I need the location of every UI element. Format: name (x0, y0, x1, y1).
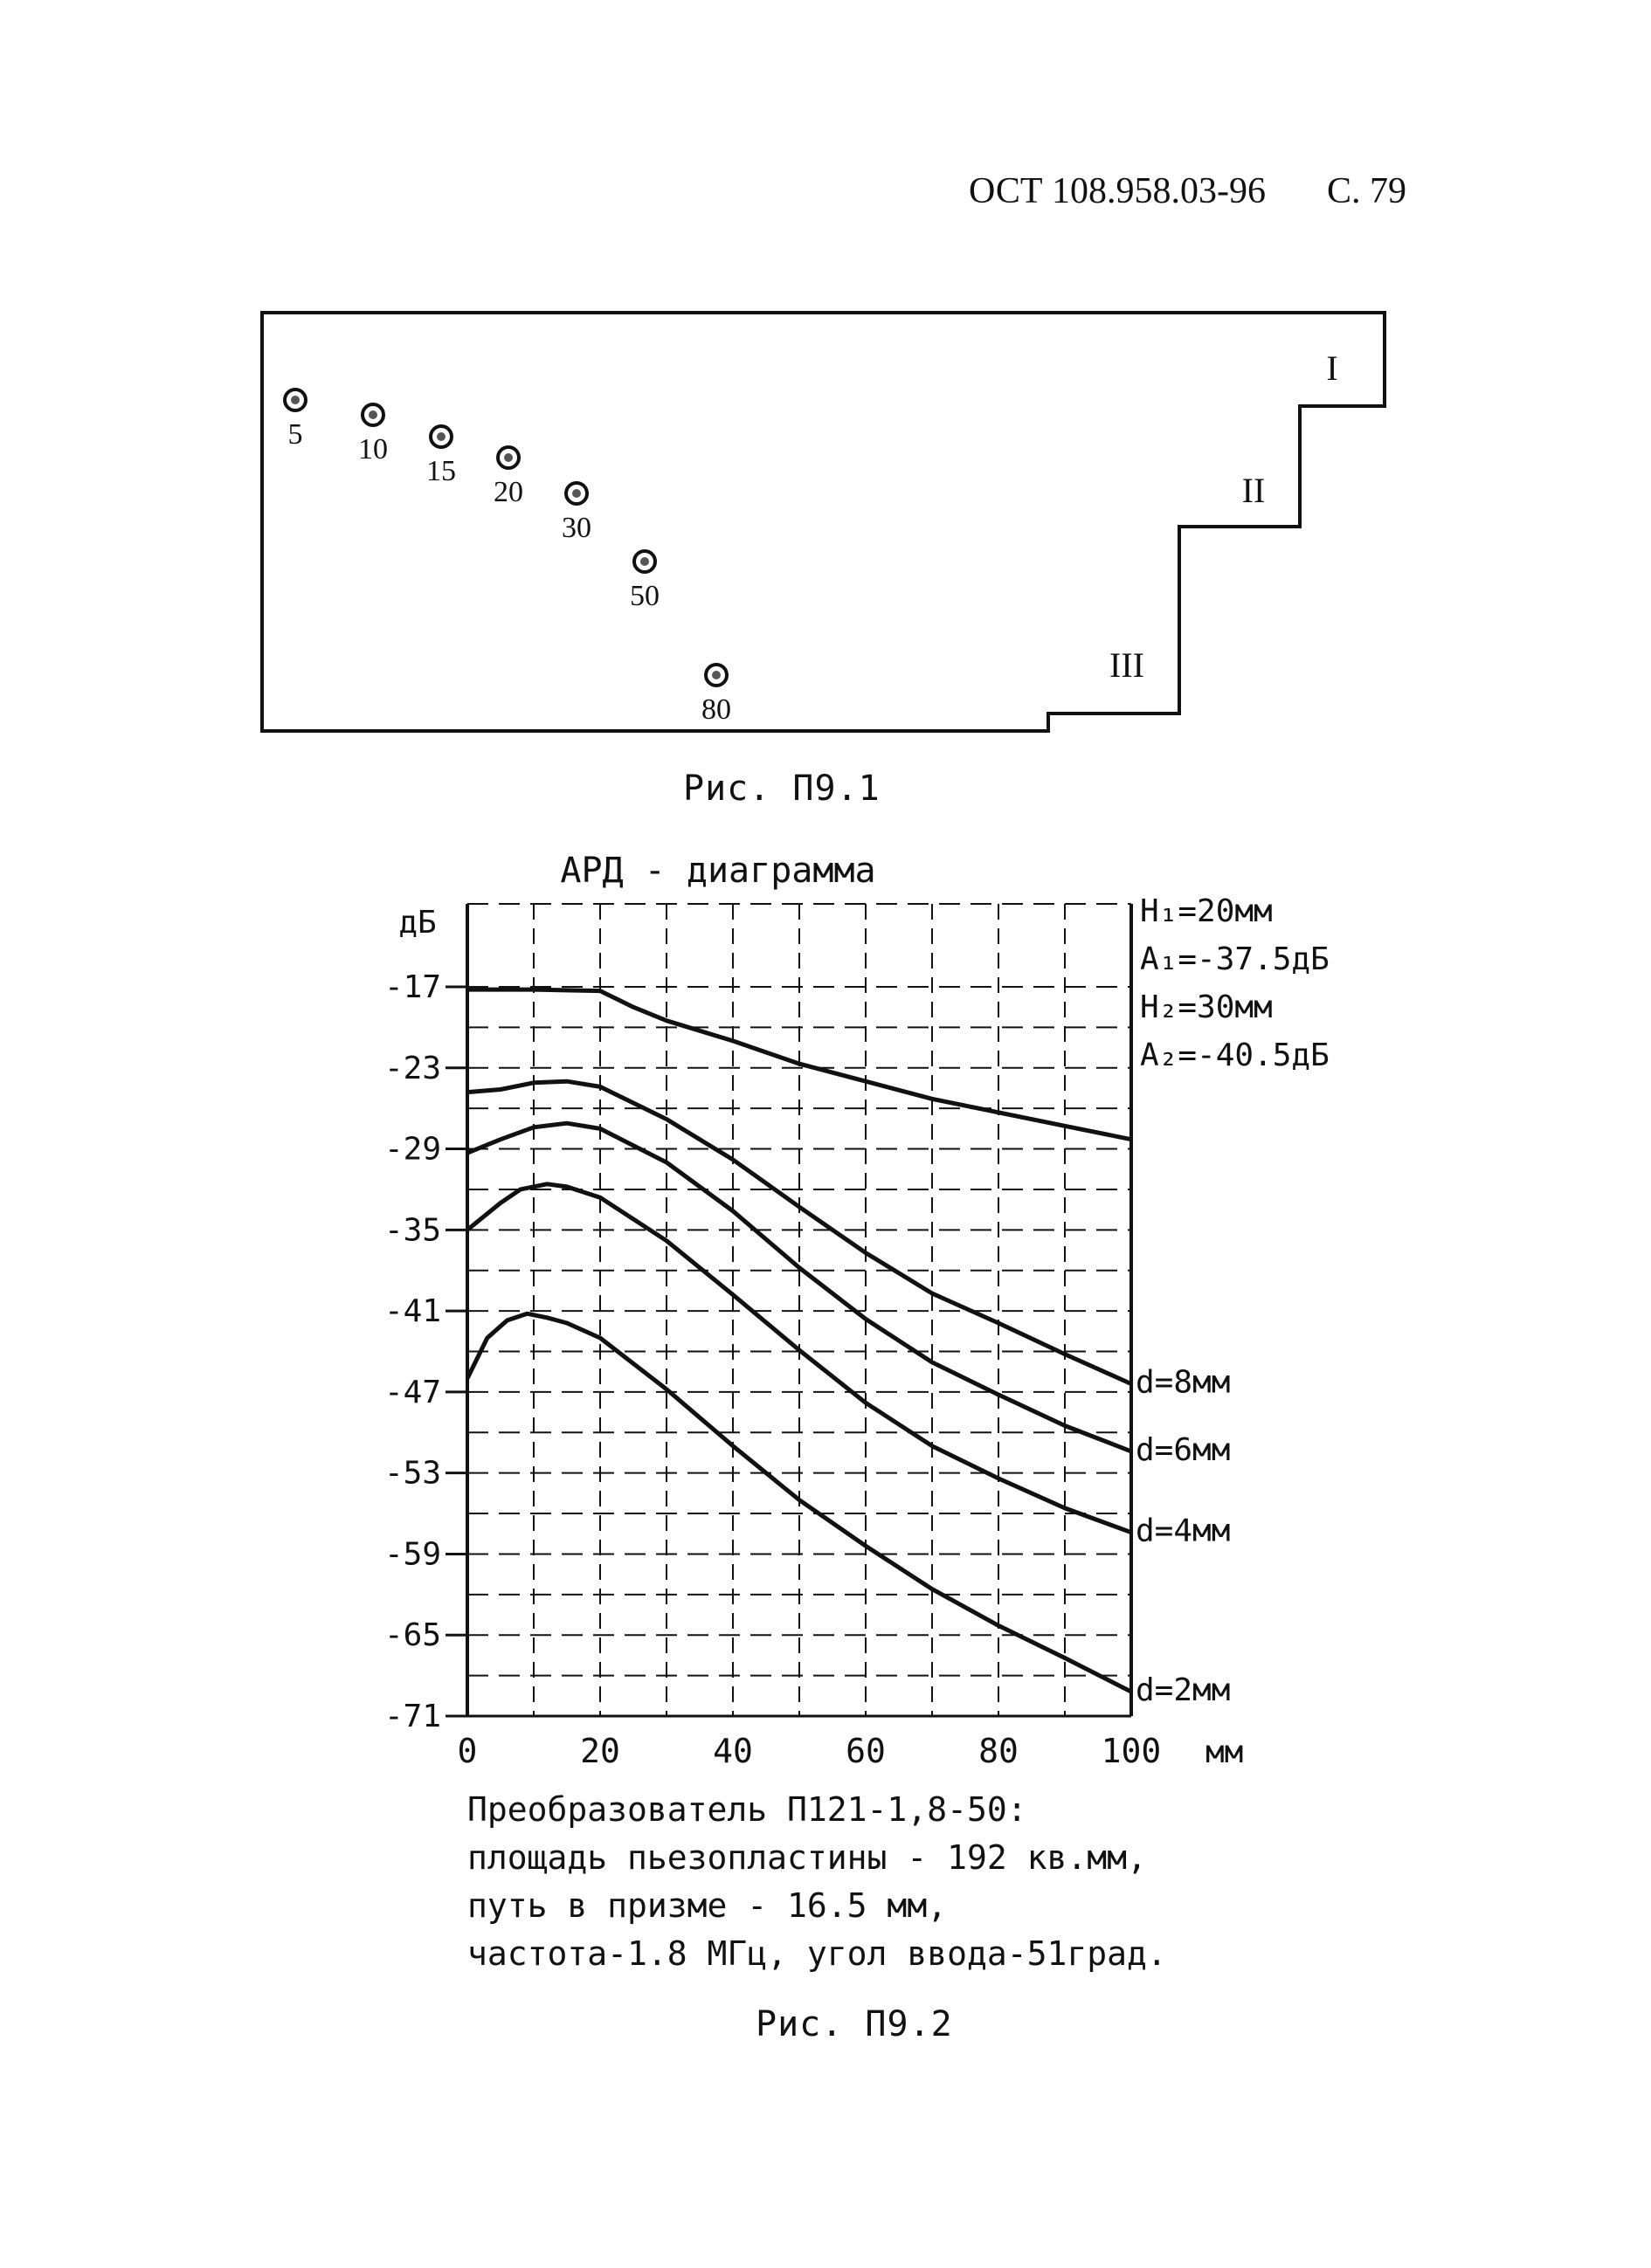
y-tick-label: -65 (383, 1617, 441, 1654)
transducer-line-1: Преобразователь П121-1,8-50: (467, 1790, 1027, 1829)
y-tick-label: -41 (383, 1293, 441, 1330)
series-label: d=6мм (1136, 1431, 1231, 1468)
hole-30 (562, 483, 591, 544)
hole-20 (494, 447, 523, 508)
transducer-line-4: частота-1.8 МГц, угол ввода-51град. (467, 1934, 1167, 1973)
x-tick-label: 40 (713, 1732, 753, 1770)
figure-caption-p9-2: Рис. П9.2 (756, 2004, 953, 2044)
hole-label: 30 (562, 512, 591, 544)
y-tick-label: -23 (383, 1050, 441, 1086)
x-tick-labels (458, 1732, 1162, 1770)
chart-annotation: H₁=20мм (1140, 893, 1273, 929)
hole-50 (630, 551, 660, 612)
hole-label: 5 (287, 418, 303, 451)
chart-grid (467, 904, 1131, 1716)
y-tick-label: -59 (383, 1536, 441, 1573)
series-label: d=8мм (1136, 1364, 1231, 1401)
chart-annotation: A₁=-37.5дБ (1140, 941, 1330, 977)
chart-annotations (1140, 893, 1330, 1073)
hole-15 (426, 426, 456, 487)
y-tick-label: -29 (383, 1131, 441, 1168)
y-tick-label: -47 (383, 1374, 441, 1410)
zone-label-ii: II (1241, 471, 1266, 510)
hole-80 (701, 665, 731, 726)
y-tick-label: -71 (383, 1699, 441, 1734)
hole-marker-center (572, 489, 581, 498)
x-tick-label: 80 (978, 1732, 1019, 1770)
chart-title: АРД - диаграмма (560, 851, 876, 891)
transducer-line-3: путь в призме - 16.5 мм, (467, 1886, 948, 1925)
page-number: С. 79 (1326, 171, 1406, 211)
x-axis-unit-label: мм (1205, 1734, 1244, 1770)
transducer-info (467, 1786, 1167, 1978)
x-tick-label: 0 (457, 1732, 478, 1770)
ard-chart (0, 830, 1651, 1773)
document-code: ОСТ 108.958.03-96 (968, 171, 1266, 211)
y-tick-labels (384, 969, 467, 1734)
zone-label-i: I (1326, 348, 1338, 388)
hole-label: 50 (630, 580, 660, 612)
y-tick-label: -35 (383, 1212, 441, 1249)
hole-label: 20 (494, 476, 523, 508)
x-tick-label: 20 (580, 1732, 620, 1770)
hole-label: 15 (426, 455, 456, 487)
reflector-holes (285, 389, 731, 726)
hole-10 (358, 404, 388, 465)
hole-marker-center (712, 671, 721, 679)
x-tick-label: 60 (846, 1732, 886, 1770)
chart-annotation: A₂=-40.5дБ (1140, 1037, 1330, 1073)
series-labels (1136, 1365, 1230, 1709)
hole-5 (285, 389, 306, 451)
hole-marker-center (369, 410, 377, 419)
hole-marker-center (504, 453, 513, 462)
y-tick-label: -17 (383, 969, 441, 1005)
test-block-outline (262, 313, 1385, 731)
chart-annotation: H₂=30мм (1140, 989, 1273, 1025)
hole-marker-center (437, 432, 446, 441)
figure-caption-p9-1: Рис. П9.1 (683, 769, 881, 809)
transducer-line-2: площадь пьезопластины - 192 кв.мм, (467, 1838, 1147, 1877)
hole-label: 10 (358, 433, 388, 465)
series-label: d=2мм (1136, 1672, 1231, 1709)
chart-series (467, 989, 1131, 1692)
figure-p9-1-diagram (0, 0, 1651, 786)
hole-marker-center (640, 557, 649, 566)
y-axis-label: дБ (398, 905, 437, 941)
x-tick-label: 100 (1101, 1732, 1162, 1770)
y-tick-label: -53 (383, 1455, 441, 1492)
hole-label: 80 (701, 693, 731, 726)
zone-label-iii: III (1109, 645, 1144, 685)
series-label: d=4мм (1136, 1513, 1231, 1549)
hole-marker-center (291, 396, 300, 404)
